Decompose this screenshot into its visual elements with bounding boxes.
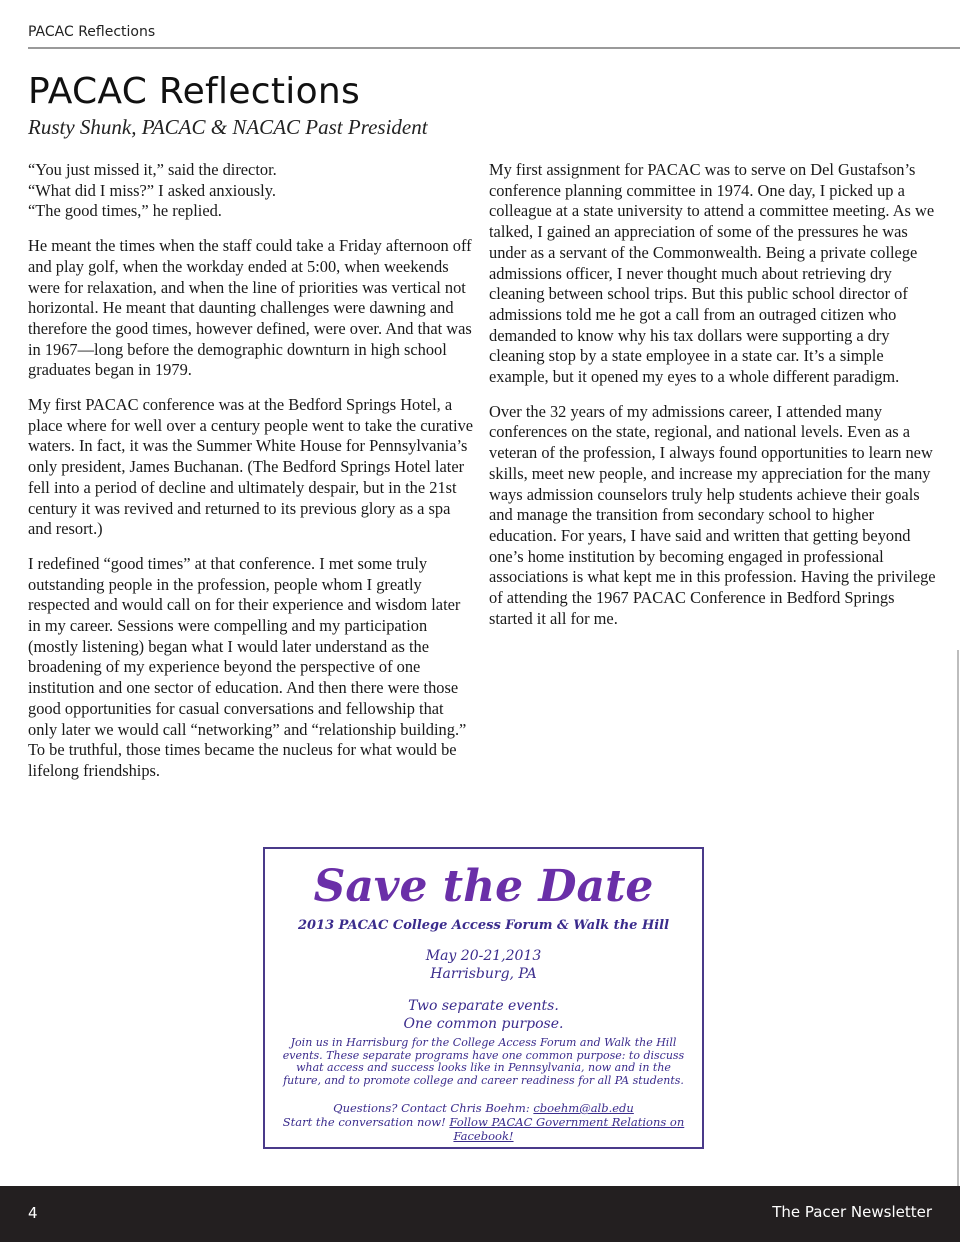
page-footer (0, 1186, 960, 1242)
article-paragraph: My first PACAC conference was at the Bedford Springs Hotel, a place where for well over a century people went to take the curative waters. In fact, it was the Summer White House for Pennsylvania’s only president, James Buchanan. (The Bedford Springs Hotel later fell into a period of decline and ultimately despair, but in the 21st century it was revived and returned to its previous glory as a spa and resort.) (28, 395, 474, 539)
article-byline: Rusty Shunk, PACAC & NACAC Past President (28, 115, 428, 139)
article-paragraph: He meant the times when the staff could take a Friday afternoon off and play golf, when the workday ended at 5:00, when weekends were for relaxation, and when the line of priorities was vertical not horizontal. He meant that daunting challenges were dawning and therefore the good times, however defined, were over. And that was in 1967—long before the demographic downturn in high school graduates began in 1979. (28, 236, 472, 380)
ad-contact-line (265, 1101, 702, 1115)
header-divider (28, 47, 960, 49)
page-edge-line (957, 650, 959, 1186)
ad-description: Join us in Harrisburg for the College Access Forum and Walk the Hill events. These separate programs have one common purpose: to discuss what access and success looks like in Pennsylvania, now and in the future, and to promote college and career readiness for all PA students. (282, 1036, 685, 1087)
ad-event-date: May 20-21,2013 (425, 948, 542, 964)
ad-event-location: Harrisburg, PA (430, 966, 537, 982)
opening-dialogue (28, 160, 476, 222)
page-number: 4 (28, 1204, 38, 1222)
article-paragraph: I redefined “good times” at that conference. I met some truly outstanding people in the profession, people whom I greatly respected and would call on for their experience and wisdom later in my career. Sessions were compelling and my participation (mostly listening) began what I would later understand as the broadening of my experience beyond the perspective of one institution and one sector of education. And then there were those good opportunities for casual conversations and fellowship that only later we would call “networking” and “relationship building.” To be truthful, those times became the nucleus for what would be lifelong friendships. (28, 553, 467, 780)
ad-subtitle: 2013 PACAC College Access Forum & Walk the Hill (297, 918, 670, 933)
facebook-link[interactable]: Follow PACAC Government Relations on Facebook! (449, 1115, 685, 1143)
ad-title: Save the Date (313, 861, 654, 912)
running-header: PACAC Reflections (28, 24, 156, 40)
article-title: PACAC Reflections (28, 71, 361, 112)
article-paragraph: Over the 32 years of my admissions career, I attended many conferences on the state, regional, and national levels. Even as a veteran of the profession, I always found opportunities to learn new skills, meet new people, and increase my appreciation for the many ways admission counselors truly help students achieve their goals and manage the transition from secondary school to higher education. For years, I have said and written that getting beyond one’s home institution by becoming engaged in professional associations is what kept me in this profession. Having the privilege of attending the 1967 PACAC Conference in Bedford Springs started it all for me. (489, 401, 936, 628)
dialogue-line: “What did I miss?” I asked anxiously. (28, 180, 276, 200)
ad-social-line (265, 1115, 702, 1143)
ad-contact-prefix: Questions? Contact Chris Boehm: (333, 1101, 534, 1115)
article-paragraph: My first assignment for PACAC was to serve on Del Gustafson’s conference planning committee in 1974. One day, I picked up a colleague at a state university to attend a committee meeting. As we talked, I gained an appreciation of some of the pressures he was under as a servant of the Commonwealth. Being a private college admissions officer, I never thought much about retrieving dry cleaning between school trips. But this public school director of admissions told me he got a call from an outraged citizen who demanded to know why his tax dollars were supporting a dry cleaning stop by a state employee in a state car. It’s a simple example, but it opened my eyes to a whole different paradigm. (489, 160, 935, 387)
save-the-date-ad (263, 847, 704, 1149)
ad-social-prefix: Start the conversation now! (282, 1115, 450, 1129)
article-column-right (489, 160, 939, 643)
dialogue-line: “You just missed it,” said the director. (28, 160, 277, 179)
article-column-left (28, 160, 476, 796)
ad-tagline: Two separate events. (408, 998, 559, 1014)
ad-tagline: One common purpose. (403, 1016, 564, 1032)
dialogue-line: “The good times,” he replied. (28, 201, 222, 221)
contact-email-link[interactable]: cboehm@alb.edu (533, 1101, 634, 1115)
publication-name: The Pacer Newsletter (772, 1203, 932, 1221)
